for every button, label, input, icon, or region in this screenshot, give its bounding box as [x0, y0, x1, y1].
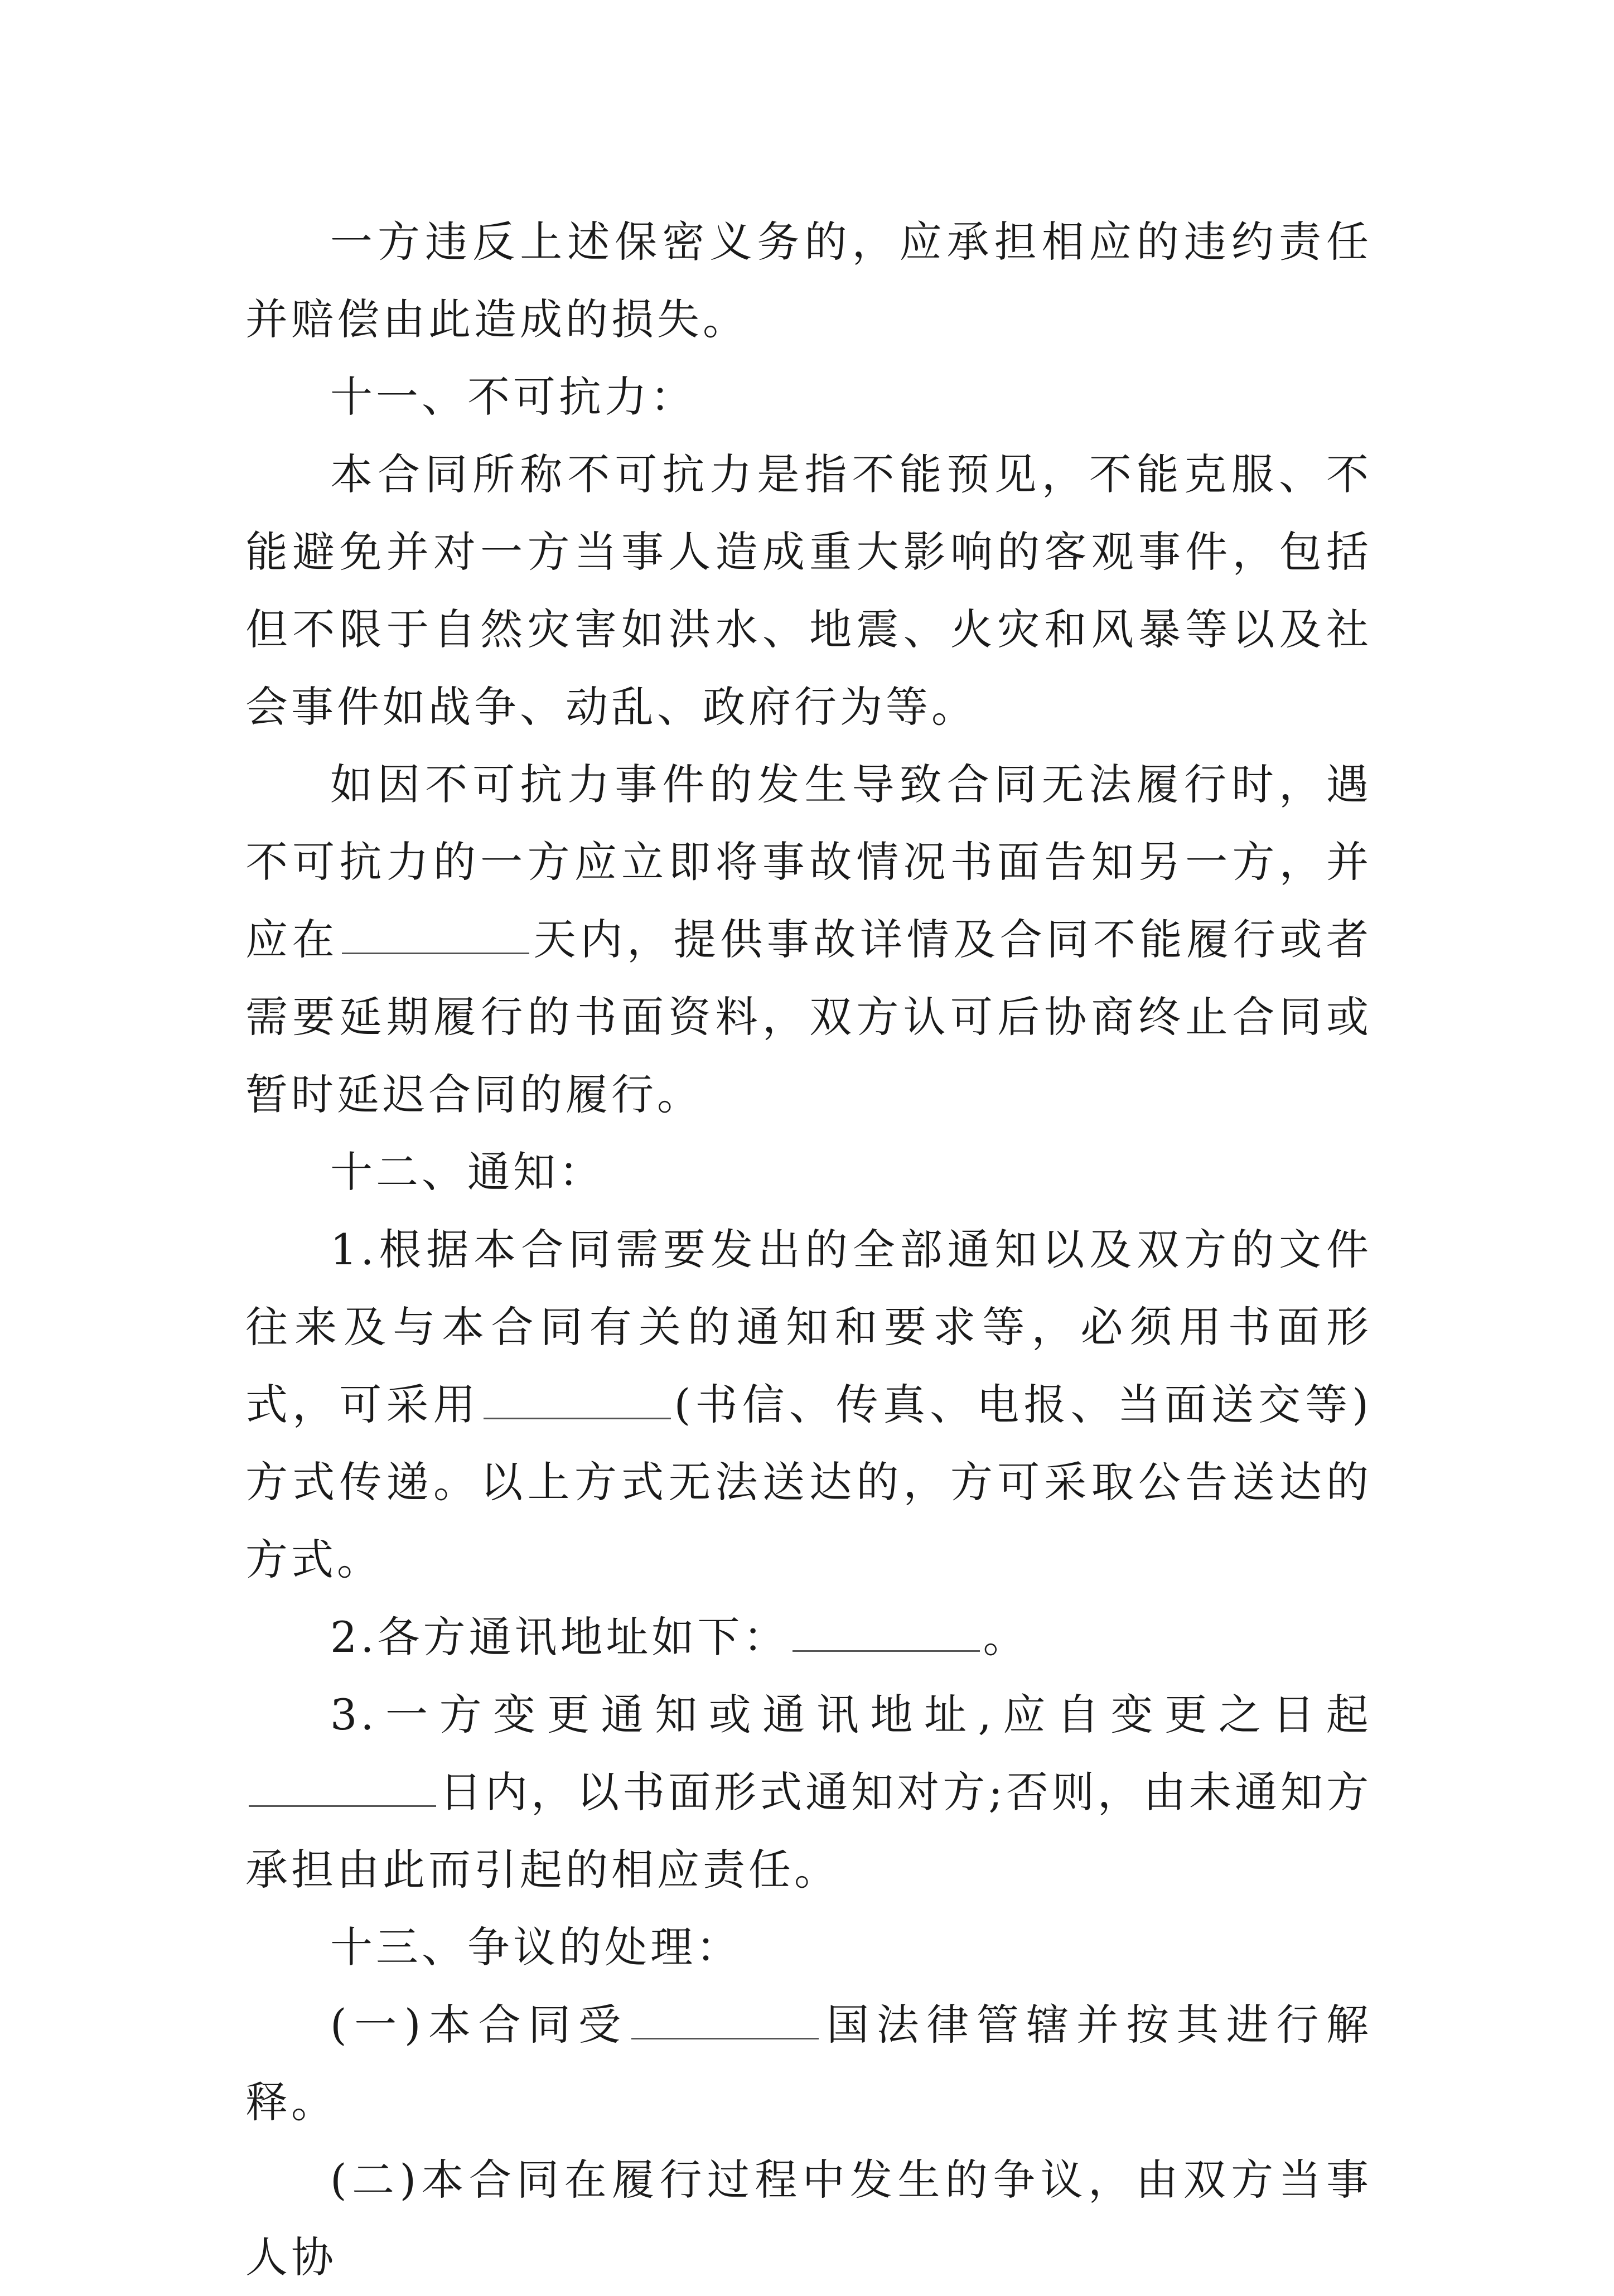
paragraph-governing-law: (一)本合同受 国法律管辖并按其进行解释。 — [245, 2000, 1372, 2127]
section-heading-force-majeure: 十一、不可抗力： — [330, 372, 696, 422]
paragraph-addresses: 2.各方通讯地址如下： 。 — [330, 1612, 1029, 1662]
fill-in-blank-change-days — [249, 1766, 436, 1807]
fill-in-blank-delivery-method — [484, 1379, 671, 1419]
paragraph-address-change: 3.一方变更通知或通讯地址,应自变更之日起日内，以书面形式通知对方;否则，由未通知方承担由此而引起的相应责任。 — [245, 1690, 1372, 1894]
fill-in-blank-address — [792, 1611, 980, 1652]
section-heading-dispute: 十三、争议的处理： — [330, 1922, 742, 1972]
paragraph-dispute-resolution: (二)本合同在履行过程中发生的争议，由双方当事人协 — [245, 2155, 1372, 2282]
paragraph-notice-method: 1.根据本合同需要发出的全部通知以及双方的文件往来及与本合同有关的通知和要求等，必须用书面形式，可采用 (书信、传真、电报、当面送交等)方式传递。以上方式无法送达的，方可采取公告送达的方式。 — [245, 1225, 1372, 1584]
paragraph-force-majeure-definition: 本合同所称不可抗力是指不能预见，不能克服、不能避免并对一方当事人造成重大影响的客观事件，包括但不限于自然灾害如洪水、地震、火灾和风暴等以及社会事件如战争、动乱、政府行为等。 — [245, 449, 1372, 732]
section-heading-notice: 十二、通知： — [330, 1147, 605, 1197]
paragraph-force-majeure-notice: 如因不可抗力事件的发生导致合同无法履行时，遇不可抗力的一方应立即将事故情况书面告知另一方，并应在 天内，提供事故详情及合同不能履行或者需要延期履行的书面资料，双方认可后协商终止合同或暂时延迟合同的履行。 — [245, 760, 1373, 1119]
fill-in-blank-days — [342, 913, 529, 954]
paragraph-confidentiality-breach: 一方违反上述保密义务的，应承担相应的违约责任并赔偿由此造成的损失。 — [245, 217, 1372, 344]
document-body — [245, 203, 1372, 2296]
fill-in-blank-country — [631, 1999, 819, 2039]
